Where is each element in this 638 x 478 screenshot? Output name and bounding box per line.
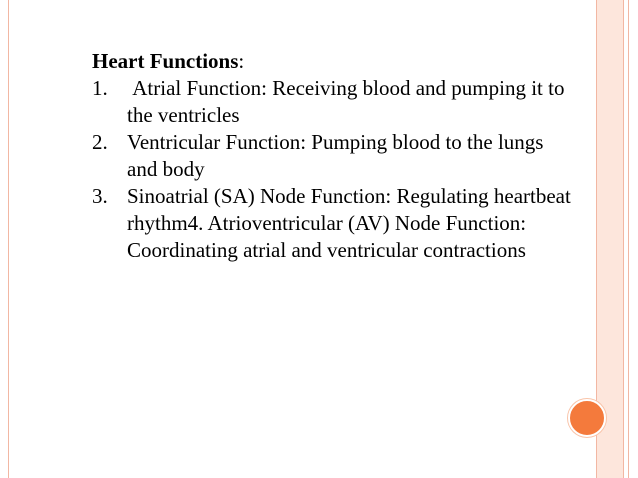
left-frame-line [8,0,9,478]
list-item-number: 1. [92,76,108,100]
heading-colon: : [238,49,245,73]
list-item-text: Ventricular Function: Pumping blood to the lungs and body [127,130,544,181]
list-item [92,183,572,264]
orange-circle-decoration [568,399,606,437]
slide-heading [92,48,572,75]
list-item-text: Atrial Function: Receiving blood and pumping it to the ventricles [127,76,570,127]
list-item [92,75,572,129]
list-item-text: Sinoatrial (SA) Node Function: Regulating heartbeat rhythm4. Atrioventricular (AV) Node Function: Coordinating atrial and ventricular contractions [127,184,571,262]
list-item [92,129,572,183]
function-list [92,75,572,264]
right-frame-line [628,0,629,478]
list-item-number: 2. [92,130,108,154]
slide-content [92,48,572,264]
heading-title: Heart Functions [92,49,239,73]
list-item-number: 3. [92,184,108,208]
